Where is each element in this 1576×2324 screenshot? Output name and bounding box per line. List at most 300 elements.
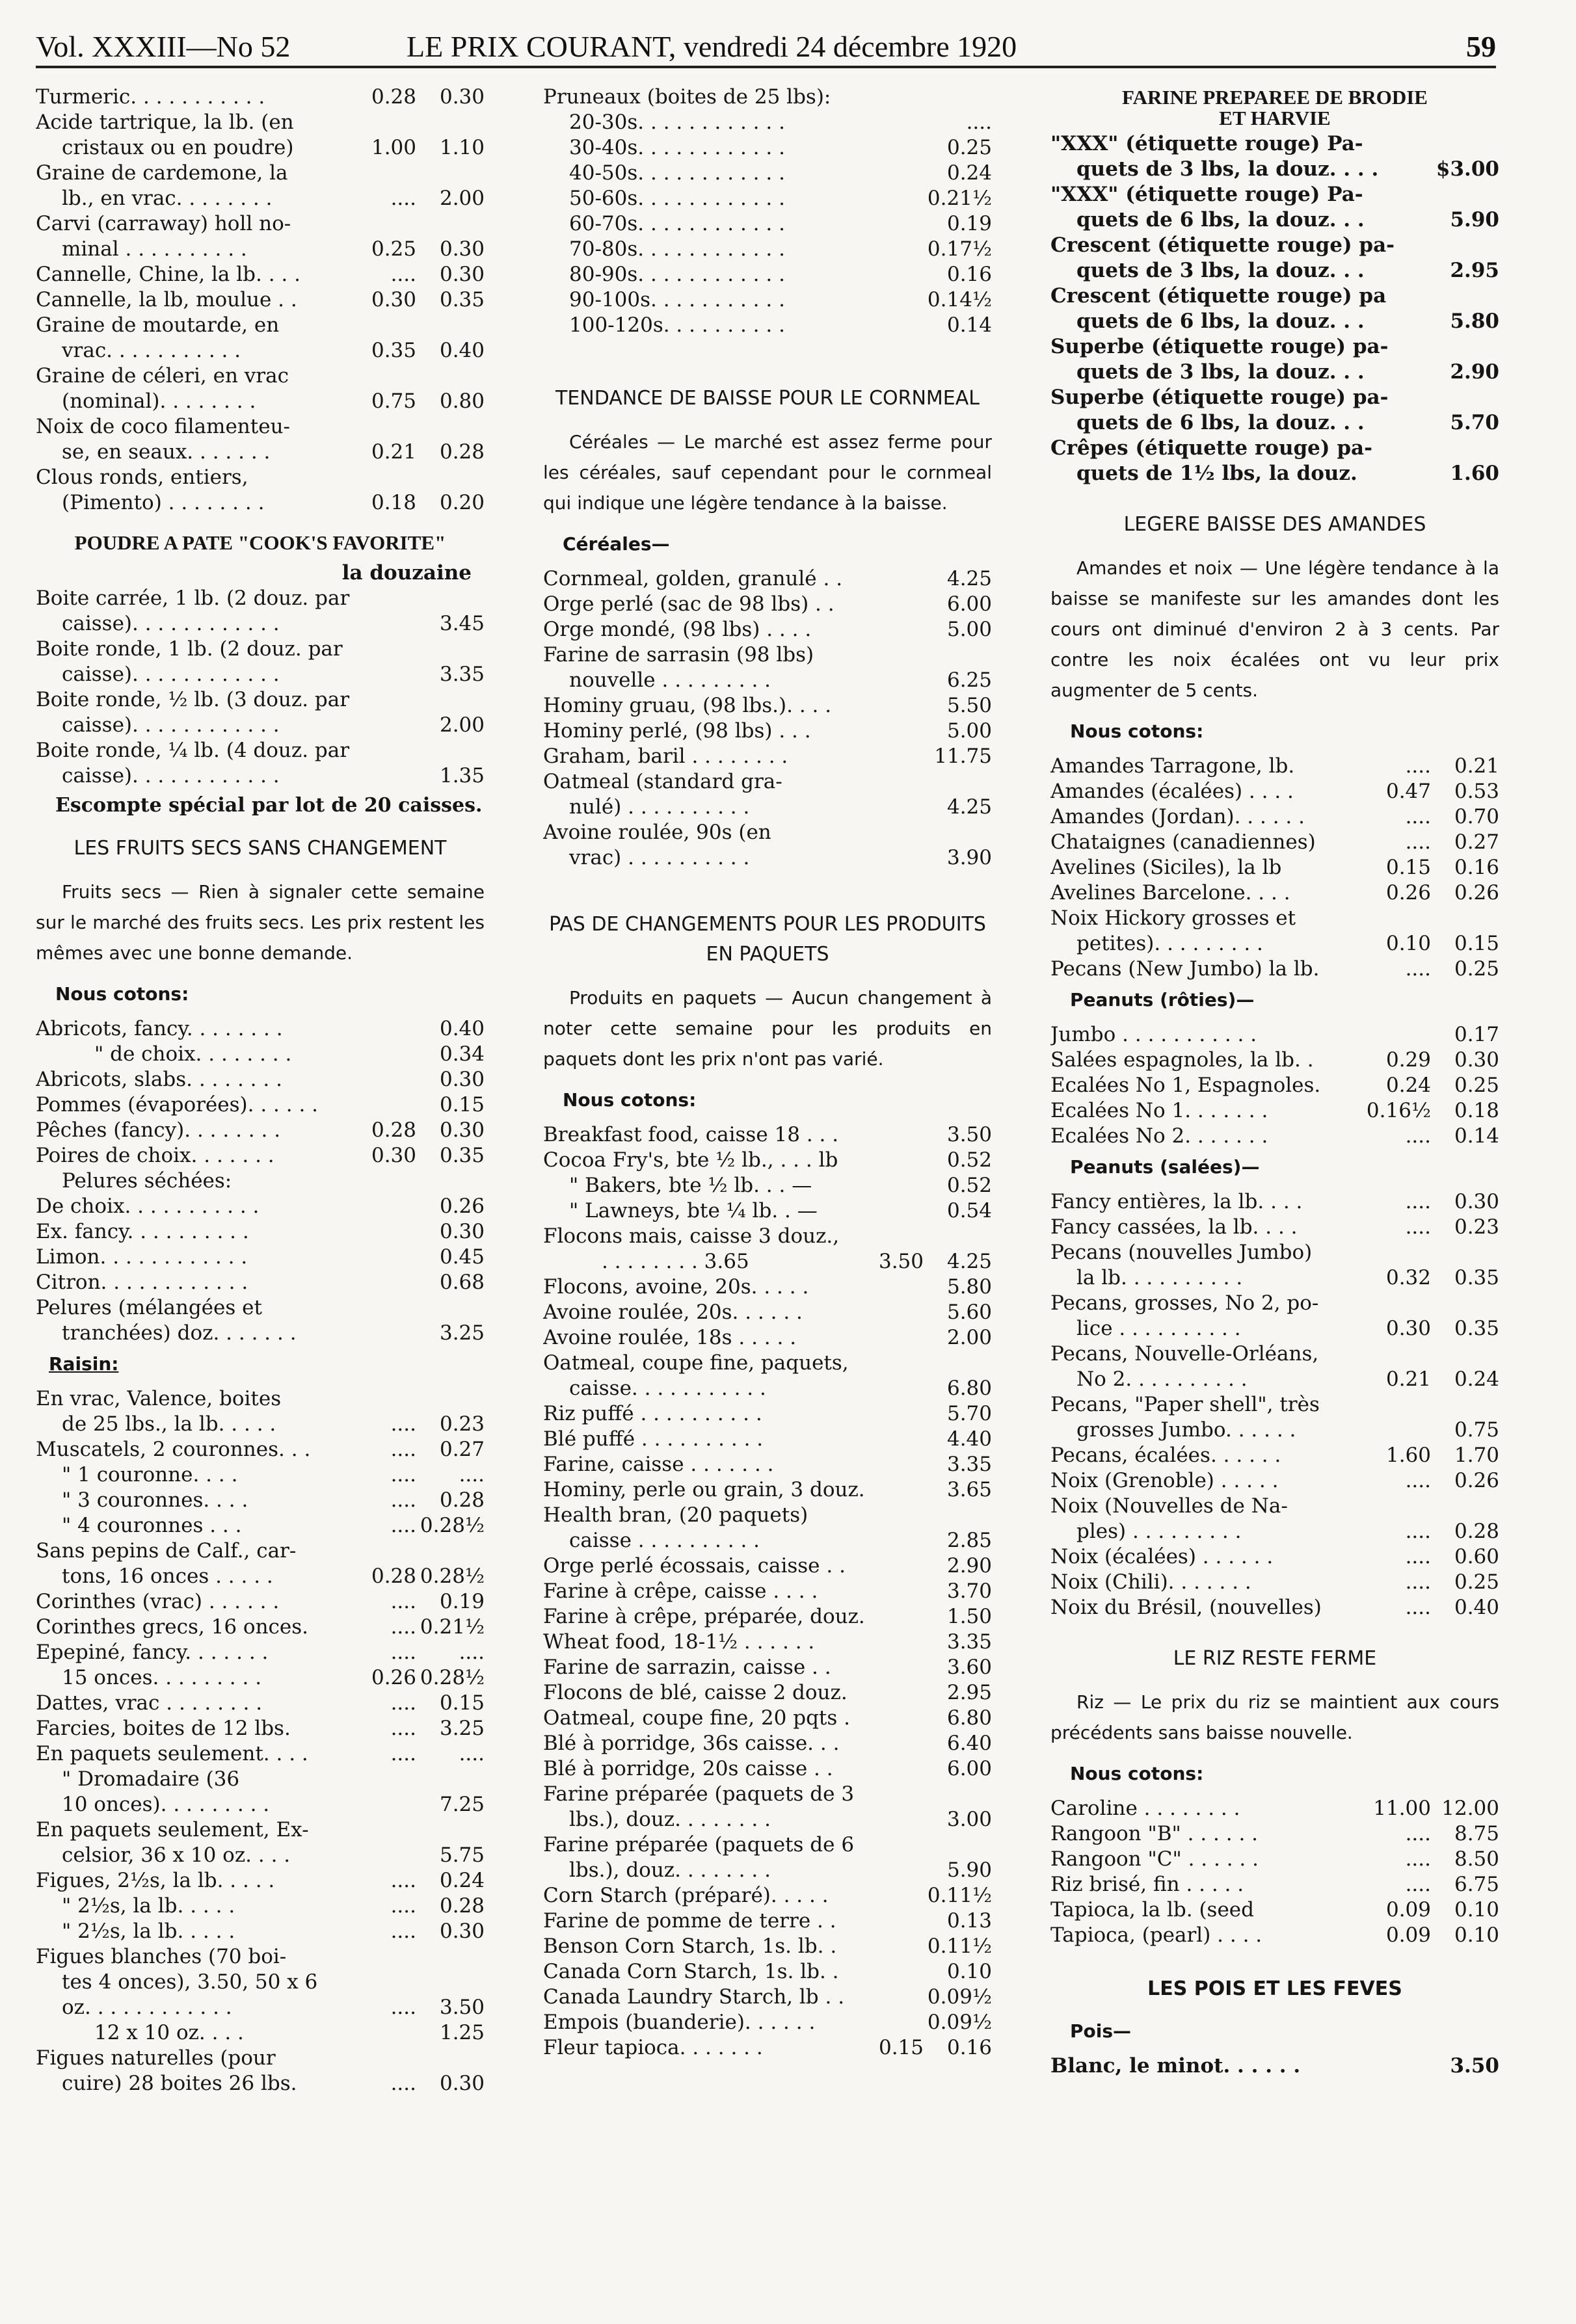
- price-high: 0.30: [439, 85, 485, 109]
- item-label: 100-120s. . . . . . . . . .: [569, 313, 785, 337]
- price-high: 4.25: [946, 567, 992, 590]
- newspaper-title: LE PRIX COURANT, vendredi 24 décembre 1920: [407, 30, 1017, 63]
- price-row: [36, 1016, 485, 1042]
- item-label: Dattes, vrac . . . . . . . .: [36, 1691, 263, 1715]
- price-row: [1050, 1215, 1499, 1240]
- price-high: 0.28: [439, 1894, 485, 1918]
- price-high: 0.19: [946, 212, 992, 235]
- item-label: Pecans, "Paper shell", très: [1050, 1393, 1320, 1416]
- price-high: 1.70: [1454, 1444, 1499, 1467]
- price-row: [543, 1503, 992, 1528]
- price-row: [36, 1194, 485, 1219]
- price-low: 0.29: [1385, 1048, 1431, 1072]
- price-row: [36, 465, 485, 490]
- item-label: lice . . . . . . . . . .: [1076, 1317, 1241, 1340]
- price-row: [36, 237, 485, 262]
- item-label: minal . . . . . . . . . .: [62, 237, 247, 261]
- item-label: Corinthes (vrac) . . . . . .: [36, 1590, 280, 1613]
- price-row: [36, 1412, 485, 1437]
- price-row: [36, 313, 485, 338]
- price-low: 0.28: [371, 1565, 416, 1588]
- price-row: [1050, 1367, 1499, 1392]
- price-low: ....: [1405, 1124, 1431, 1148]
- item-label: Chataignes (canadiennes): [1050, 830, 1316, 854]
- item-label: Farine à crêpe, caisse . . . .: [543, 1579, 818, 1603]
- price-high: 0.30: [439, 1118, 485, 1142]
- item-label: Blé puffé . . . . . . . . . .: [543, 1427, 764, 1451]
- price-row: [36, 186, 485, 211]
- price-high: 0.11½: [927, 1884, 992, 1907]
- price-row: [543, 1756, 992, 1782]
- price-row: [36, 135, 485, 161]
- price-row: [543, 1908, 992, 1934]
- price-high: 3.00: [946, 1808, 992, 1831]
- price-high: 3.90: [946, 846, 992, 869]
- item-label: Turmeric. . . . . . . . . . .: [36, 85, 265, 109]
- price-high: 6.80: [946, 1377, 992, 1400]
- price-row: [36, 363, 485, 389]
- price-high: 0.25: [1454, 1570, 1499, 1594]
- price-row: [543, 211, 992, 237]
- price-row: [543, 795, 992, 820]
- paquets-heading: PAS DE CHANGEMENTS POUR LES PRODUITS EN PAQUETS: [549, 913, 986, 966]
- price-low: ....: [390, 1590, 416, 1613]
- poudre-unit: la douzaine: [341, 561, 472, 585]
- price-high: 0.15: [439, 1093, 485, 1116]
- price-row: [543, 1300, 992, 1325]
- price-high: 0.25: [1454, 957, 1499, 981]
- item-label: Hominy, perle ou grain, 3 douz.: [543, 1478, 865, 1501]
- price-high: 0.35: [1454, 1317, 1499, 1340]
- price-row: [36, 1538, 485, 1564]
- paquets-list: [543, 1122, 992, 2061]
- item-label: quets de 3 lbs, la douz. . .: [1076, 360, 1365, 384]
- price-row: [1050, 1189, 1499, 1215]
- price-high: 0.25: [946, 136, 992, 159]
- price-row: [543, 1325, 992, 1351]
- price-low: ....: [390, 263, 416, 286]
- price-high: 5.60: [946, 1301, 992, 1324]
- column-2: [543, 85, 992, 2061]
- pois-label: Pois—: [1070, 2020, 1132, 2042]
- price-low: ....: [1405, 1873, 1431, 1896]
- pois-list: [1050, 2053, 1499, 2079]
- price-row: [1050, 906, 1499, 931]
- price-row: [543, 1427, 992, 1452]
- price-row: [1050, 1240, 1499, 1265]
- price-high: 0.16: [946, 2036, 992, 2059]
- price-row: [1050, 779, 1499, 804]
- price-high: 6.80: [946, 1706, 992, 1730]
- item-label: 70-80s. . . . . . . . . . . .: [569, 237, 785, 261]
- item-label: Empois (buanderie). . . . . .: [543, 2011, 816, 2034]
- price-high: 0.30: [439, 1220, 485, 1243]
- price-row: [543, 1883, 992, 1908]
- item-label: tes 4 onces), 3.50, 50 x 6: [62, 1970, 318, 1994]
- price-row: [36, 1995, 485, 2020]
- item-label: Acide tartrique, la lb. (en: [36, 111, 294, 134]
- price-low: 0.10: [1385, 932, 1431, 955]
- price-low: 0.30: [371, 288, 416, 311]
- price-high: 0.15: [1454, 932, 1499, 955]
- item-label: oz. . . . . . . . . . . .: [62, 1996, 232, 2019]
- item-label: Rangoon "B" . . . . . .: [1050, 1822, 1259, 1845]
- price-high: 5.75: [439, 1843, 485, 1867]
- price-high: 0.27: [1454, 830, 1499, 854]
- poudre-heading: POUDRE A PATE "COOK'S FAVORITE": [74, 531, 446, 554]
- price-row: [543, 186, 992, 211]
- price-row: [1050, 1341, 1499, 1367]
- item-label: Avelines Barcelone. . . .: [1050, 881, 1290, 905]
- peanuts-salees-list: [1050, 1189, 1499, 1620]
- price-row: [543, 1959, 992, 1985]
- price-low: 0.15: [878, 2036, 924, 2059]
- price-row: [543, 1122, 992, 1148]
- price-high: 0.14½: [927, 288, 992, 311]
- price-row: [36, 1067, 485, 1092]
- price-row: [543, 617, 992, 642]
- pois-heading: LES POIS ET LES FEVES: [1147, 1977, 1402, 2000]
- price-high: 5.90: [1450, 208, 1499, 231]
- item-label: Graham, baril . . . . . . . .: [543, 745, 788, 768]
- item-label: Noix (Nouvelles de Na-: [1050, 1494, 1288, 1518]
- item-label: Cocoa Fry's, bte ½ lb., . . . lb: [543, 1148, 838, 1172]
- page-number: 59: [1466, 30, 1496, 63]
- price-row: [36, 1564, 485, 1589]
- price-high: 1.10: [439, 136, 485, 159]
- item-label: " 1 couronne. . . .: [62, 1463, 238, 1486]
- price-row: [36, 1691, 485, 1716]
- price-high: 0.26: [1454, 881, 1499, 905]
- cornmeal-paragraph: Céréales — Le marché est assez ferme pour les céréales, sauf cependant pour le cornmeal qui indique une légère tendance à la baisse.: [543, 431, 992, 514]
- price-low: 0.09: [1385, 1898, 1431, 1921]
- price-high: 3.50: [439, 1996, 485, 2019]
- item-label: Wheat food, 18-1½ . . . . . .: [543, 1630, 815, 1654]
- item-label: Cannelle, la lb, moulue . .: [36, 288, 297, 311]
- price-row: [1050, 2053, 1499, 2079]
- pruneaux-heading: Pruneaux (boites de 25 lbs):: [543, 85, 831, 109]
- price-row: [543, 1274, 992, 1300]
- item-label: la lb. . . . . . . . . .: [1076, 1266, 1243, 1289]
- price-high: 5.80: [1450, 310, 1499, 333]
- price-high: 1.25: [439, 2021, 485, 2044]
- item-label: quets de 6 lbs, la douz. . .: [1076, 208, 1365, 231]
- price-row: [1050, 931, 1499, 957]
- price-row: [1050, 385, 1499, 410]
- item-label: Blé à porridge, 20s caisse . .: [543, 1757, 833, 1780]
- item-label: Noix du Brésil, (nouvelles): [1050, 1596, 1322, 1619]
- price-row: [36, 1437, 485, 1462]
- price-row: [543, 668, 992, 693]
- price-row: [36, 1118, 485, 1143]
- price-high: 0.75: [1454, 1418, 1499, 1442]
- price-row: [36, 161, 485, 186]
- price-low: 0.15: [1385, 856, 1431, 879]
- price-row: [36, 2020, 485, 2046]
- price-row: [36, 586, 485, 611]
- item-label: Farine, caisse . . . . . . .: [543, 1453, 774, 1476]
- item-label: Figues naturelles (pour: [36, 2046, 276, 2070]
- item-label: Blé à porridge, 36s caisse. . .: [543, 1732, 840, 1755]
- price-low: ....: [1405, 1520, 1431, 1543]
- price-low: ....: [1405, 957, 1431, 981]
- item-label: Sans pepins de Calf., car-: [36, 1539, 297, 1563]
- price-row: [1050, 1265, 1499, 1291]
- price-row: [543, 2010, 992, 2035]
- price-row: [543, 1680, 992, 1706]
- price-high: 0.60: [1454, 1545, 1499, 1568]
- item-label: 60-70s. . . . . . . . . . . .: [569, 212, 785, 235]
- price-row: [36, 110, 485, 135]
- price-row: [36, 1716, 485, 1741]
- price-low: ....: [390, 1691, 416, 1715]
- item-label: Noix Hickory grosses et: [1050, 906, 1296, 930]
- price-low: ....: [390, 1412, 416, 1436]
- price-high: 0.30: [439, 263, 485, 286]
- price-high: 0.18: [1454, 1099, 1499, 1122]
- price-high: ....: [459, 1742, 485, 1765]
- price-row: [1050, 157, 1499, 182]
- price-high: 0.40: [439, 339, 485, 362]
- item-label: Fancy cassées, la lb. . . .: [1050, 1215, 1298, 1239]
- price-row: [36, 1944, 485, 1970]
- price-row: [543, 1630, 992, 1655]
- price-row: [1050, 804, 1499, 830]
- item-label: Limon. . . . . . . . . . . .: [36, 1245, 248, 1269]
- item-label: " 4 couronnes . . .: [62, 1514, 242, 1537]
- item-label: Hominy gruau, (98 lbs.). . . .: [543, 694, 832, 717]
- price-row: [1050, 1098, 1499, 1124]
- item-label: Oatmeal, coupe fine, 20 pqts .: [543, 1706, 850, 1730]
- item-label: 90-100s. . . . . . . . . . .: [569, 288, 785, 311]
- price-high: 5.90: [946, 1858, 992, 1882]
- item-label: caisse). . . . . . . . . . . .: [62, 663, 280, 686]
- price-low: 1.00: [371, 136, 416, 159]
- item-label: Farine préparée (paquets de 6: [543, 1833, 855, 1856]
- price-row: [36, 211, 485, 237]
- item-label: Crescent (étiquette rouge) pa: [1050, 284, 1387, 308]
- price-high: 0.30: [439, 2072, 485, 2095]
- column-3: [1050, 85, 1499, 2079]
- price-row: [543, 110, 992, 135]
- price-high: 0.26: [1454, 1469, 1499, 1492]
- item-label: Salées espagnoles, la lb. .: [1050, 1048, 1314, 1072]
- item-label: Jumbo . . . . . . . . . . .: [1050, 1023, 1257, 1046]
- page-header: [36, 23, 1496, 68]
- item-label: Boite carrée, 1 lb. (2 douz. par: [36, 587, 350, 610]
- price-low: ....: [390, 187, 416, 210]
- item-label: Orge perlé (sac de 98 lbs) . .: [543, 592, 835, 616]
- price-high: 0.68: [439, 1271, 485, 1294]
- price-low: 0.26: [1385, 881, 1431, 905]
- price-high: 0.20: [439, 491, 485, 514]
- price-high: 12.00: [1441, 1797, 1499, 1820]
- price-row: [36, 338, 485, 363]
- price-high: 2.95: [946, 1681, 992, 1704]
- price-row: [1050, 258, 1499, 284]
- price-row: [543, 1173, 992, 1198]
- price-high: ....: [966, 111, 992, 134]
- price-low: 0.18: [371, 491, 416, 514]
- price-high: 0.21: [1454, 754, 1499, 778]
- price-low: ....: [1405, 1190, 1431, 1213]
- item-label: caisse). . . . . . . . . . . .: [62, 713, 280, 737]
- price-row: [36, 1970, 485, 1995]
- price-row: [36, 713, 485, 738]
- price-high: 0.35: [439, 288, 485, 311]
- price-row: [1050, 207, 1499, 233]
- price-low: ....: [1405, 1596, 1431, 1619]
- price-row: [543, 262, 992, 287]
- item-label: Farine à crêpe, préparée, douz.: [543, 1605, 865, 1628]
- price-high: 5.80: [946, 1275, 992, 1299]
- price-high: 0.27: [439, 1438, 485, 1461]
- item-label: vrac) . . . . . . . . . .: [569, 846, 750, 869]
- price-row: [1050, 830, 1499, 855]
- item-label: Ex. fancy. . . . . . . . . .: [36, 1220, 249, 1243]
- price-high: 0.30: [439, 1920, 485, 1943]
- fruits-paragraph: Fruits secs — Rien à signaler cette semaine sur le marché des fruits secs. Les prix restent les mêmes avec une bonne demande.: [36, 881, 485, 964]
- item-label: Riz puffé . . . . . . . . . .: [543, 1402, 762, 1425]
- price-high: 4.40: [946, 1427, 992, 1451]
- price-row: [36, 414, 485, 440]
- price-high: 6.00: [946, 592, 992, 616]
- item-label: Farcies, boites de 12 lbs.: [36, 1717, 291, 1740]
- price-high: 0.23: [439, 1412, 485, 1436]
- price-high: 0.17½: [927, 237, 992, 261]
- price-row: [543, 1376, 992, 1401]
- price-low: 0.16½: [1366, 1099, 1431, 1122]
- price-row: [36, 389, 485, 414]
- price-high: 6.75: [1454, 1873, 1499, 1896]
- riz-paragraph: Riz — Le prix du riz se maintient aux cours précédents sans baisse nouvelle.: [1050, 1691, 1499, 1743]
- price-low: ....: [390, 1463, 416, 1486]
- item-label: Fleur tapioca. . . . . . .: [543, 2036, 763, 2059]
- price-high: 5.70: [946, 1402, 992, 1425]
- paquets-paragraph: Produits en paquets — Aucun changement à noter cette semaine pour les produits en paquets dont les prix n'ont pas varié.: [543, 987, 992, 1070]
- item-label: Noix (écalées) . . . . . .: [1050, 1545, 1274, 1568]
- price-high: 0.80: [439, 390, 485, 413]
- price-row: [1050, 1124, 1499, 1149]
- price-high: 3.60: [946, 1656, 992, 1679]
- price-row: [36, 1295, 485, 1321]
- item-label: Oatmeal, coupe fine, paquets,: [543, 1351, 849, 1375]
- price-low: ....: [1405, 754, 1431, 778]
- item-label: Boite ronde, 1 lb. (2 douz. par: [36, 637, 343, 661]
- item-label: lbs.), douz. . . . . . . .: [569, 1808, 771, 1831]
- price-row: [1050, 1872, 1499, 1897]
- item-label: Orge perlé écossais, caisse . .: [543, 1554, 846, 1578]
- price-row: [543, 1655, 992, 1680]
- price-high: 11.75: [934, 745, 992, 768]
- item-label: cuire) 28 boites 26 lbs.: [62, 2072, 297, 2095]
- price-high: 0.28½: [420, 1514, 485, 1537]
- price-high: 6.00: [946, 1757, 992, 1780]
- item-label: " Bakers, bte ½ lb. . . —: [569, 1174, 812, 1197]
- item-label: Flocons, avoine, 20s. . . . .: [543, 1275, 809, 1299]
- price-high: 5.00: [946, 618, 992, 641]
- item-label: caisse). . . . . . . . . . . .: [62, 764, 280, 787]
- price-row: [543, 719, 992, 744]
- price-row: [36, 1270, 485, 1295]
- price-high: 0.35: [1454, 1266, 1499, 1289]
- price-row: [543, 1934, 992, 1959]
- item-label: celsior, 36 x 10 oz. . . .: [62, 1843, 291, 1867]
- item-label: Graine de cardemone, la: [36, 161, 288, 185]
- price-row: [1050, 1595, 1499, 1620]
- price-row: [36, 1843, 485, 1868]
- item-label: Boite ronde, ¼ lb. (4 douz. par: [36, 739, 350, 762]
- item-label: caisse). . . . . . . . . . . .: [62, 612, 280, 635]
- item-label: Abricots, fancy. . . . . . . .: [36, 1017, 283, 1040]
- item-label: Pecans (nouvelles Jumbo): [1050, 1241, 1313, 1264]
- item-label: "XXX" (étiquette rouge) Pa-: [1050, 132, 1363, 155]
- price-low: ....: [390, 1514, 416, 1537]
- price-high: 0.30: [439, 237, 485, 261]
- price-high: 0.52: [946, 1174, 992, 1197]
- price-high: 0.28½: [420, 1666, 485, 1689]
- fruits-list: [36, 1016, 485, 1346]
- item-label: Citron. . . . . . . . . . . .: [36, 1271, 248, 1294]
- price-row: [543, 744, 992, 769]
- item-label: Avelines (Siciles), la lb: [1050, 856, 1282, 879]
- price-low: 0.30: [1385, 1317, 1431, 1340]
- price-row: [543, 287, 992, 313]
- price-high: 3.50: [946, 1123, 992, 1146]
- item-label: Noix de coco filamenteu-: [36, 415, 291, 438]
- price-row: [36, 2046, 485, 2071]
- item-label: Pommes (évaporées). . . . . .: [36, 1093, 319, 1116]
- item-label: quets de 6 lbs, la douz. . .: [1076, 411, 1365, 434]
- item-label: " 2½s, la lb. . . . .: [62, 1894, 235, 1918]
- price-high: 0.14: [1454, 1124, 1499, 1148]
- price-row: [36, 1245, 485, 1270]
- price-high: 0.21½: [420, 1615, 485, 1639]
- price-high: 8.75: [1454, 1822, 1499, 1845]
- price-row: [543, 1401, 992, 1427]
- price-high: 2.00: [439, 713, 485, 737]
- price-row: [36, 1219, 485, 1245]
- price-row: [36, 1321, 485, 1346]
- item-label: No 2. . . . . . . . . .: [1076, 1367, 1248, 1391]
- price-row: [1050, 233, 1499, 258]
- price-row: [543, 135, 992, 161]
- item-label: caisse . . . . . . . . . .: [569, 1529, 760, 1552]
- farine-heading-2: ET HARVIE: [1219, 107, 1331, 129]
- price-high: 0.15: [439, 1691, 485, 1715]
- price-low: ....: [390, 1717, 416, 1740]
- price-row: [36, 763, 485, 789]
- header-rule: [36, 66, 1496, 68]
- item-label: quets de 3 lbs, la douz. . . .: [1076, 157, 1379, 181]
- item-label: vrac. . . . . . . . . . .: [62, 339, 241, 362]
- paquets-nous-cotons: Nous cotons:: [563, 1089, 697, 1111]
- price-low: ....: [390, 1641, 416, 1664]
- price-row: [1050, 410, 1499, 436]
- price-low: ....: [1405, 1570, 1431, 1594]
- price-row: [1050, 360, 1499, 385]
- item-label: 80-90s. . . . . . . . . . . .: [569, 263, 785, 286]
- price-low: ....: [1405, 830, 1431, 854]
- price-low: 0.28: [371, 85, 416, 109]
- price-high: 0.24: [1454, 1367, 1499, 1391]
- item-label: " Dromadaire (36: [62, 1767, 240, 1791]
- farine-list: [1050, 131, 1499, 486]
- volume-number: Vol. XXXIII—No 52: [36, 30, 291, 63]
- price-low: ....: [1405, 1847, 1431, 1871]
- price-low: 0.75: [371, 390, 416, 413]
- price-row: [36, 262, 485, 287]
